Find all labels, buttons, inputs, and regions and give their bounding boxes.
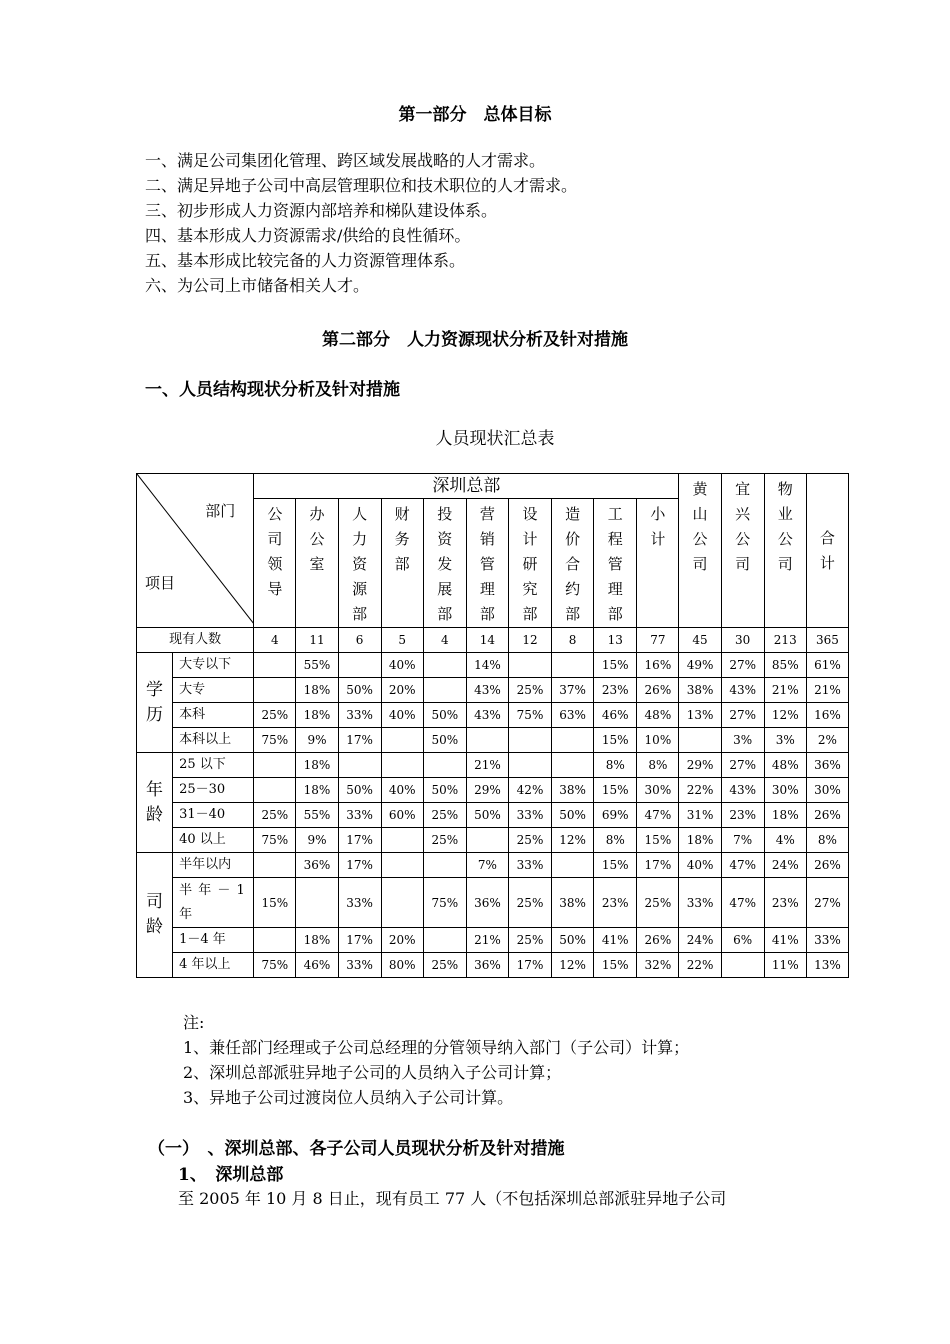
table-cell: 37% (552, 678, 594, 703)
table-cell: 26% (637, 928, 679, 953)
table-cell: 18% (296, 778, 338, 803)
table-cell (254, 928, 296, 953)
table-cell: 80% (381, 953, 423, 978)
table-cell: 3% (721, 728, 764, 753)
table-row (137, 753, 849, 778)
table-cell (552, 753, 594, 778)
table-cell (423, 928, 466, 953)
table-cell: 22% (679, 953, 721, 978)
diagonal-line (137, 474, 254, 624)
col-header-hq-3: 财 务 部 (381, 499, 423, 628)
body-paragraph: 至 2005 年 10 月 8 日止，现有员工 77 人（不包括深圳总部派驻异地子公司 (178, 1189, 727, 1208)
table-cell: 25% (637, 878, 679, 928)
headcount-cell: 5 (381, 628, 423, 653)
table-cell: 21% (806, 678, 848, 703)
table-cell: 15% (594, 728, 637, 753)
table-cell: 41% (764, 928, 806, 953)
header-corner-cell (137, 474, 254, 628)
table-cell (254, 678, 296, 703)
row-label: 4 年以上 (173, 953, 254, 978)
table-cell: 25% (254, 803, 296, 828)
headcount-cell: 13 (594, 628, 637, 653)
table-row (137, 778, 849, 803)
table-cell (423, 653, 466, 678)
table-row (137, 728, 849, 753)
table-cell: 50% (423, 778, 466, 803)
table-cell: 75% (254, 828, 296, 853)
headcount-cell: 77 (637, 628, 679, 653)
table-cell (381, 728, 423, 753)
table-cell: 33% (679, 878, 721, 928)
headcount-cell: 45 (679, 628, 721, 653)
goal-item: 五、基本形成比较完备的人力资源管理体系。 (145, 251, 466, 270)
table-cell: 7% (721, 828, 764, 853)
table-cell: 43% (721, 778, 764, 803)
table-cell: 8% (637, 753, 679, 778)
table-cell (338, 753, 381, 778)
table-cell: 23% (764, 878, 806, 928)
table-cell: 33% (338, 703, 381, 728)
table-cell: 21% (466, 928, 508, 953)
table-cell: 50% (423, 728, 466, 753)
table-cell: 25% (254, 703, 296, 728)
table-cell (508, 753, 551, 778)
table-cell (254, 653, 296, 678)
row-label: 大专 (173, 678, 254, 703)
subsection-heading: （一） 、深圳总部、各子公司人员现状分析及针对措施 (148, 1139, 565, 1159)
col-header-yixing: 宜 兴 公 司 (721, 474, 764, 628)
table-cell: 36% (806, 753, 848, 778)
table-row (137, 928, 849, 953)
table-cell: 85% (764, 653, 806, 678)
note-item: 3、异地子公司过渡岗位人员纳入子公司计算。 (183, 1088, 514, 1107)
table-cell: 46% (594, 703, 637, 728)
table-cell: 25% (508, 878, 551, 928)
table-cell: 46% (296, 953, 338, 978)
part1-title: 第一部分 总体目标 (398, 105, 552, 125)
table-cell: 18% (679, 828, 721, 853)
table-cell (381, 753, 423, 778)
table-cell: 30% (637, 778, 679, 803)
table-cell: 25% (508, 928, 551, 953)
table-cell: 42% (508, 778, 551, 803)
headcount-cell: 11 (296, 628, 338, 653)
table-cell: 38% (552, 878, 594, 928)
dept-label: 部门 (205, 502, 236, 520)
table-row (137, 853, 849, 878)
col-header-hq-2: 人 力 资 源 部 (338, 499, 381, 628)
table-cell (508, 728, 551, 753)
table-cell: 33% (508, 803, 551, 828)
table-cell: 27% (721, 703, 764, 728)
headcount-cell: 365 (806, 628, 848, 653)
table-cell (381, 828, 423, 853)
section1-heading: 一、人员结构现状分析及针对措施 (145, 380, 400, 400)
group-label-cell: 年 龄 (137, 753, 173, 853)
table-cell: 15% (594, 853, 637, 878)
table-cell: 25% (423, 953, 466, 978)
table-cell: 23% (594, 878, 637, 928)
table-cell: 33% (508, 853, 551, 878)
table-cell: 15% (594, 778, 637, 803)
table-caption: 人员现状汇总表 (435, 429, 555, 449)
table-cell: 33% (806, 928, 848, 953)
table-cell: 27% (806, 878, 848, 928)
row-label: 25 以下 (173, 753, 254, 778)
table-cell: 60% (381, 803, 423, 828)
table-cell: 18% (296, 928, 338, 953)
table-cell: 25% (423, 803, 466, 828)
col-header-hq-8: 工 程 管 理 部 (594, 499, 637, 628)
table-cell: 29% (679, 753, 721, 778)
table-cell: 12% (764, 703, 806, 728)
table-row (137, 878, 849, 928)
goal-item: 三、初步形成人力资源内部培养和梯队建设体系。 (145, 201, 498, 220)
table-cell: 17% (338, 728, 381, 753)
table-cell: 50% (338, 778, 381, 803)
table-cell: 27% (721, 653, 764, 678)
table-cell: 25% (508, 828, 551, 853)
row-label: 本科 (173, 703, 254, 728)
table-cell: 10% (637, 728, 679, 753)
table-cell: 17% (637, 853, 679, 878)
table-cell: 32% (637, 953, 679, 978)
table-cell: 75% (423, 878, 466, 928)
table-row (137, 953, 849, 978)
row-label: 1－4 年 (173, 928, 254, 953)
table-cell (254, 778, 296, 803)
table-cell: 63% (552, 703, 594, 728)
table-cell (552, 728, 594, 753)
table-cell: 61% (806, 653, 848, 678)
table-cell: 15% (594, 953, 637, 978)
table-cell: 8% (806, 828, 848, 853)
table-cell: 33% (338, 953, 381, 978)
table-cell: 40% (381, 653, 423, 678)
headcount-label: 现有人数 (137, 628, 254, 653)
table-cell: 75% (254, 728, 296, 753)
table-cell: 24% (764, 853, 806, 878)
table-notes (183, 1010, 689, 1110)
table-cell: 23% (721, 803, 764, 828)
table-cell: 12% (552, 953, 594, 978)
group-label-cell: 学 历 (137, 653, 173, 753)
table-cell: 17% (338, 928, 381, 953)
table-cell (508, 653, 551, 678)
table-cell: 21% (764, 678, 806, 703)
table-cell: 25% (508, 678, 551, 703)
col-header-hq-1: 办 公 室 (296, 499, 338, 628)
table-cell: 18% (296, 678, 338, 703)
table-cell: 30% (806, 778, 848, 803)
table-cell: 4% (764, 828, 806, 853)
table-cell: 75% (254, 953, 296, 978)
table-cell: 18% (764, 803, 806, 828)
part2-title: 第二部分 人力资源现状分析及针对措施 (322, 330, 628, 350)
table-cell: 47% (721, 853, 764, 878)
col-header-hq-4: 投 资 发 展 部 (423, 499, 466, 628)
row-label: 大专以下 (173, 653, 254, 678)
table-cell: 43% (466, 703, 508, 728)
table-cell: 69% (594, 803, 637, 828)
table-cell: 38% (679, 678, 721, 703)
table-row (137, 678, 849, 703)
table-cell: 48% (764, 753, 806, 778)
table-cell: 25% (423, 828, 466, 853)
table-cell: 36% (466, 953, 508, 978)
table-cell: 9% (296, 828, 338, 853)
table-row (137, 828, 849, 853)
note-item: 2、深圳总部派驻异地子公司的人员纳入子公司计算； (183, 1063, 562, 1082)
table-cell: 8% (594, 828, 637, 853)
table-cell (254, 853, 296, 878)
table-cell: 9% (296, 728, 338, 753)
row-label: 本科以上 (173, 728, 254, 753)
table-cell (466, 828, 508, 853)
table-cell: 17% (508, 953, 551, 978)
col-header-hq-5: 营 销 管 理 部 (466, 499, 508, 628)
table-cell: 27% (721, 753, 764, 778)
group-label-cell: 司 龄 (137, 853, 173, 978)
table-cell (679, 728, 721, 753)
table-cell: 6% (721, 928, 764, 953)
col-header-huangshan: 黄 山 公 司 (679, 474, 721, 628)
table-cell: 12% (552, 828, 594, 853)
table-cell: 50% (552, 803, 594, 828)
table-cell: 43% (721, 678, 764, 703)
table-cell: 16% (637, 653, 679, 678)
headcount-cell: 4 (423, 628, 466, 653)
goal-item: 六、为公司上市储备相关人才。 (145, 276, 370, 295)
headcount-cell: 4 (254, 628, 296, 653)
row-label: 半 年 － 1 年 (173, 878, 254, 928)
table-cell: 18% (296, 703, 338, 728)
table-cell: 50% (552, 928, 594, 953)
headcount-cell: 12 (508, 628, 551, 653)
note-item: 1、兼任部门经理或子公司总经理的分管领导纳入部门（子公司）计算； (183, 1038, 690, 1057)
staff-summary-table (136, 473, 849, 978)
table-cell (254, 753, 296, 778)
item-label: 项目 (145, 574, 176, 592)
col-header-hq-6: 设 计 研 究 部 (508, 499, 551, 628)
table-cell: 55% (296, 653, 338, 678)
col-header-property: 物 业 公 司 (764, 474, 806, 628)
table-cell: 50% (466, 803, 508, 828)
table-cell: 8% (594, 753, 637, 778)
table-cell: 26% (806, 853, 848, 878)
table-cell: 43% (466, 678, 508, 703)
table-cell: 40% (381, 778, 423, 803)
table-cell: 24% (679, 928, 721, 953)
table-cell (381, 853, 423, 878)
col-header-hq-0: 公 司 领 导 (254, 499, 296, 628)
headcount-cell: 213 (764, 628, 806, 653)
table-cell: 31% (679, 803, 721, 828)
hq-header: 深圳总部 (254, 474, 679, 499)
table-cell (423, 853, 466, 878)
goal-item: 四、基本形成人力资源需求/供给的良性循环。 (145, 226, 471, 245)
table-cell: 40% (679, 853, 721, 878)
table-cell: 41% (594, 928, 637, 953)
subsection-item: 1、 深圳总部 (178, 1165, 284, 1185)
headcount-cell: 6 (338, 628, 381, 653)
table-cell: 55% (296, 803, 338, 828)
table-cell: 23% (594, 678, 637, 703)
table-cell: 47% (721, 878, 764, 928)
table-cell: 26% (637, 678, 679, 703)
row-label: 半年以内 (173, 853, 254, 878)
table-cell: 48% (637, 703, 679, 728)
col-header-hq-7: 造 价 合 约 部 (552, 499, 594, 628)
table-cell: 29% (466, 778, 508, 803)
row-label: 31－40 (173, 803, 254, 828)
table-cell: 20% (381, 928, 423, 953)
table-cell: 36% (466, 878, 508, 928)
goal-item: 一、满足公司集团化管理、跨区域发展战略的人才需求。 (145, 151, 546, 170)
table-cell (423, 678, 466, 703)
notes-title: 注: (183, 1013, 205, 1032)
table-cell: 15% (254, 878, 296, 928)
table-row (137, 803, 849, 828)
table-cell: 26% (806, 803, 848, 828)
table-cell: 36% (296, 853, 338, 878)
table-cell (552, 853, 594, 878)
table-row (137, 703, 849, 728)
headcount-cell: 30 (721, 628, 764, 653)
table-cell: 18% (296, 753, 338, 778)
col-header-total: 合 计 (806, 474, 848, 628)
table-cell: 38% (552, 778, 594, 803)
table-cell: 33% (338, 803, 381, 828)
table-cell: 20% (381, 678, 423, 703)
table-cell: 14% (466, 653, 508, 678)
table-cell: 2% (806, 728, 848, 753)
table-cell: 15% (637, 828, 679, 853)
table-cell: 15% (594, 653, 637, 678)
table-cell: 7% (466, 853, 508, 878)
table-cell: 47% (637, 803, 679, 828)
table-cell: 13% (806, 953, 848, 978)
table-cell (466, 728, 508, 753)
table-cell: 50% (338, 678, 381, 703)
col-header-hq-9: 小 计 (637, 499, 679, 628)
table-cell (296, 878, 338, 928)
table-cell: 50% (423, 703, 466, 728)
row-label: 25－30 (173, 778, 254, 803)
table-cell (423, 753, 466, 778)
table-cell: 33% (338, 878, 381, 928)
table-cell: 17% (338, 853, 381, 878)
table-cell: 40% (381, 703, 423, 728)
table-cell: 16% (806, 703, 848, 728)
row-label: 40 以上 (173, 828, 254, 853)
table-cell: 13% (679, 703, 721, 728)
goal-item: 二、满足异地子公司中高层管理职位和技术职位的人才需求。 (145, 176, 578, 195)
table-cell: 11% (764, 953, 806, 978)
table-cell: 22% (679, 778, 721, 803)
table-cell (381, 878, 423, 928)
table-cell (552, 653, 594, 678)
table-cell: 75% (508, 703, 551, 728)
headcount-cell: 14 (466, 628, 508, 653)
headcount-cell: 8 (552, 628, 594, 653)
table-cell (721, 953, 764, 978)
table-cell: 21% (466, 753, 508, 778)
table-cell: 3% (764, 728, 806, 753)
table-cell: 17% (338, 828, 381, 853)
table-cell: 30% (764, 778, 806, 803)
table-row (137, 653, 849, 678)
table-cell: 49% (679, 653, 721, 678)
goal-list (145, 148, 845, 298)
table-cell (338, 653, 381, 678)
